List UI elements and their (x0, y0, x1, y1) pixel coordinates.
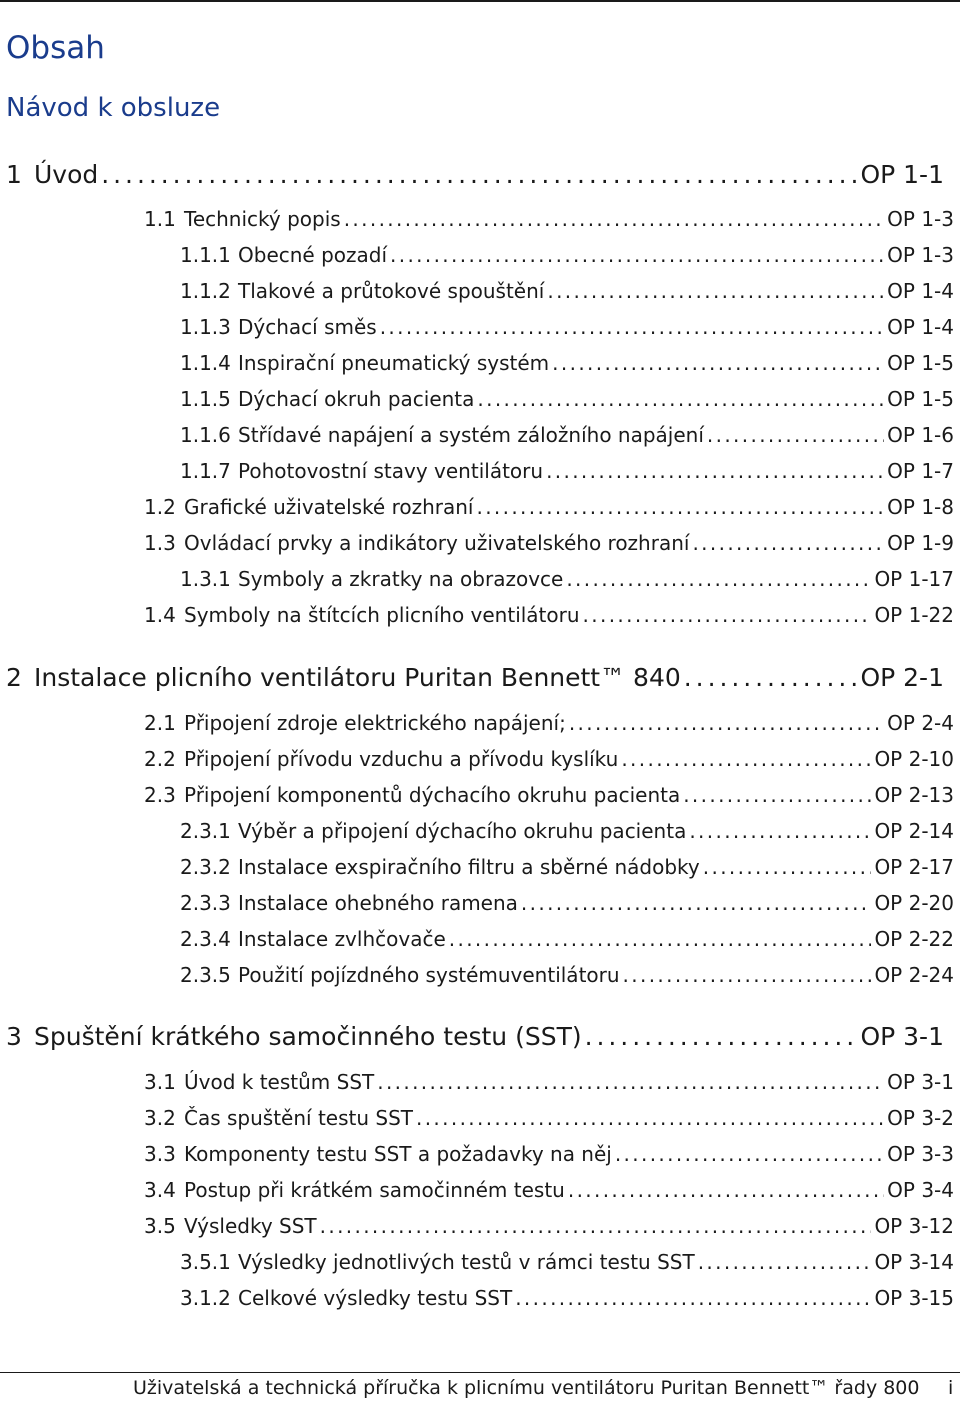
toc-page: OP 2-14 (874, 819, 954, 843)
toc-title: Ovládací prvky a indikátory uživatelského rozhraní (184, 531, 690, 555)
toc-number: 3 (6, 1022, 22, 1051)
toc-title: Instalace ohebného ramena (238, 891, 518, 915)
toc-chapter-2[interactable] (6, 663, 944, 699)
dot-leader (515, 1286, 871, 1310)
toc-number: 3.3 (144, 1142, 176, 1166)
top-rule (0, 0, 960, 2)
toc-title: Obecné pozadí (238, 243, 388, 267)
toc-page: OP 2-20 (874, 891, 954, 915)
toc-page: OP 2-24 (874, 963, 954, 987)
toc-number: 3.5 (144, 1214, 176, 1238)
toc-entry[interactable] (144, 1178, 954, 1210)
toc-page: OP 1-7 (887, 459, 954, 483)
page-number: i (948, 1377, 954, 1399)
dot-leader (390, 243, 884, 267)
dot-leader (583, 603, 872, 627)
toc-chapter-1[interactable] (6, 160, 944, 196)
toc-page: OP 3-4 (887, 1178, 954, 1202)
toc-number: 2.3.3 (180, 891, 231, 915)
toc-entry[interactable] (180, 387, 954, 419)
toc-page: OP 1-4 (887, 279, 954, 303)
toc-number: 2.3.4 (180, 927, 231, 951)
toc-page: OP 3-3 (887, 1142, 954, 1166)
toc-title: Výsledky jednotlivých testů v rámci testu SST (238, 1250, 695, 1274)
toc-page: OP 1-9 (887, 531, 954, 555)
dot-leader (101, 160, 857, 189)
toc-page: OP 2-1 (860, 663, 944, 692)
footer-text: Uživatelská a technická příručka k plicnímu ventilátoru Puritan Bennett™ řady 800 (133, 1377, 920, 1399)
dot-leader (477, 387, 884, 411)
toc-page: OP 1-1 (860, 160, 944, 189)
toc-number: 2.1 (144, 711, 176, 735)
toc-page: OP 1-6 (887, 423, 954, 447)
toc-title: Grafické uživatelské rozhraní (184, 495, 474, 519)
toc-entry[interactable] (144, 531, 954, 563)
toc-chapter-3[interactable] (6, 1022, 944, 1058)
toc-entry[interactable] (180, 819, 954, 851)
footer-rule (0, 1372, 960, 1373)
toc-page: OP 1-3 (887, 207, 954, 231)
dot-leader (689, 819, 871, 843)
toc-title: Připojení komponentů dýchacího okruhu pacienta (184, 783, 681, 807)
toc-number: 3.2 (144, 1106, 176, 1130)
dot-leader (621, 747, 871, 771)
toc-number: 3.1 (144, 1070, 176, 1094)
toc-title: Symboly a zkratky na obrazovce (238, 567, 564, 591)
toc-number: 3.4 (144, 1178, 176, 1202)
dot-leader (449, 927, 872, 951)
toc-number: 1.1.7 (180, 459, 231, 483)
toc-entry[interactable] (180, 459, 954, 491)
toc-number: 1.1.5 (180, 387, 231, 411)
toc-number: 1.3 (144, 531, 176, 555)
toc-page: OP 2-13 (874, 783, 954, 807)
toc-number: 1 (6, 160, 22, 189)
dot-leader (320, 1214, 872, 1238)
toc-entry[interactable] (180, 1250, 954, 1282)
toc-title: Úvod (34, 160, 99, 189)
toc-page: OP 3-15 (874, 1286, 954, 1310)
toc-entry[interactable] (144, 1214, 954, 1246)
toc-entry[interactable] (144, 747, 954, 779)
toc-number: 1.4 (144, 603, 176, 627)
toc-page: OP 2-17 (874, 855, 954, 879)
toc-title: Celkové výsledky testu SST (238, 1286, 513, 1310)
toc-number: 2.3.1 (180, 819, 231, 843)
page-title: Obsah (6, 30, 105, 66)
dot-leader (476, 495, 884, 519)
toc-title: Dýchací okruh pacienta (238, 387, 475, 411)
toc-entry[interactable] (180, 279, 954, 311)
toc-page: OP 1-5 (887, 387, 954, 411)
toc-entry[interactable] (180, 315, 954, 347)
toc-number: 1.1.2 (180, 279, 231, 303)
toc-title: Instalace zvlhčovače (238, 927, 446, 951)
toc-title: Použití pojízdného systémuventilátoru (238, 963, 620, 987)
toc-title: Připojení přívodu vzduchu a přívodu kyslíku (184, 747, 619, 771)
toc-page: OP 1-3 (887, 243, 954, 267)
toc-page: OP 3-1 (860, 1022, 944, 1051)
toc-title: Symboly na štítcích plicního ventilátoru (184, 603, 580, 627)
toc-entry[interactable] (144, 603, 954, 635)
toc-title: Pohotovostní stavy ventilátoru (238, 459, 544, 483)
dot-leader (585, 1022, 858, 1051)
toc-number: 1.1.3 (180, 315, 231, 339)
dot-leader (703, 855, 872, 879)
dot-leader (707, 423, 884, 447)
toc-entry[interactable] (144, 1070, 954, 1102)
toc-title: Střídavé napájení a systém záložního napájení (238, 423, 704, 447)
toc-number: 2.3 (144, 783, 176, 807)
toc-title: Tlakové a průtokové spouštění (238, 279, 545, 303)
dot-leader (569, 711, 884, 735)
toc-entry[interactable] (144, 711, 954, 743)
dot-leader (344, 207, 884, 231)
toc-number: 2.3.5 (180, 963, 231, 987)
toc-number: 1.1.1 (180, 243, 231, 267)
dot-leader (521, 891, 872, 915)
dot-leader (552, 351, 884, 375)
toc-title: Připojení zdroje elektrického napájení; (184, 711, 566, 735)
toc-title: Dýchací směs (238, 315, 377, 339)
toc-number: 2 (6, 663, 22, 692)
toc-page: OP 1-4 (887, 315, 954, 339)
toc-entry[interactable] (180, 567, 954, 599)
dot-leader (547, 279, 884, 303)
toc-entry[interactable] (180, 927, 954, 959)
dot-leader (683, 783, 871, 807)
toc-entry[interactable] (180, 1286, 954, 1318)
toc-entry[interactable] (180, 243, 954, 275)
dot-leader (684, 663, 858, 692)
dot-leader (377, 1070, 884, 1094)
toc-title: Čas spuštění testu SST (184, 1106, 413, 1130)
dot-leader (416, 1106, 884, 1130)
toc-title: Technický popis (184, 207, 341, 231)
toc-entry[interactable] (180, 855, 954, 887)
toc-page: OP 1-5 (887, 351, 954, 375)
toc-title: Výsledky SST (184, 1214, 317, 1238)
toc-number: 1.1.6 (180, 423, 231, 447)
toc-page: OP 2-22 (874, 927, 954, 951)
dot-leader (568, 1178, 884, 1202)
dot-leader (692, 531, 884, 555)
toc-title: Spuštění krátkého samočinného testu (SST) (34, 1022, 582, 1051)
toc-page: OP 3-12 (874, 1214, 954, 1238)
toc-entry[interactable] (144, 1106, 954, 1138)
toc-number: 1.1.4 (180, 351, 231, 375)
toc-entry[interactable] (144, 783, 954, 815)
toc-entry[interactable] (144, 1142, 954, 1174)
toc-page: OP 3-2 (887, 1106, 954, 1130)
toc-entry[interactable] (180, 891, 954, 923)
toc-number: 1.3.1 (180, 567, 231, 591)
toc-number: 2.2 (144, 747, 176, 771)
toc-number: 3.5.1 (180, 1250, 231, 1274)
toc-page: OP 2-4 (887, 711, 954, 735)
toc-title: Instalace exspiračního filtru a sběrné nádobky (238, 855, 700, 879)
toc-title: Inspirační pneumatický systém (238, 351, 550, 375)
toc-page: OP 2-10 (874, 747, 954, 771)
toc-page: OP 3-1 (887, 1070, 954, 1094)
section-title: Návod k obsluze (6, 93, 221, 123)
toc-title: Postup při krátkém samočinném testu (184, 1178, 565, 1202)
toc-number: 1.2 (144, 495, 176, 519)
toc-entry[interactable] (144, 207, 954, 239)
toc-title: Výběr a připojení dýchacího okruhu pacienta (238, 819, 687, 843)
toc-page: OP 1-8 (887, 495, 954, 519)
dot-leader (566, 567, 871, 591)
toc-title: Instalace plicního ventilátoru Puritan Bennett™ 840 (34, 663, 681, 692)
toc-number: 3.1.2 (180, 1286, 231, 1310)
toc-entry[interactable] (144, 495, 954, 527)
toc-title: Úvod k testům SST (184, 1070, 375, 1094)
dot-leader (698, 1250, 872, 1274)
toc-page: OP 1-17 (874, 567, 954, 591)
toc-entry[interactable] (180, 963, 954, 995)
toc-entry[interactable] (180, 423, 954, 455)
dot-leader (546, 459, 884, 483)
dot-leader (623, 963, 872, 987)
toc-number: 1.1 (144, 207, 176, 231)
toc-entry[interactable] (180, 351, 954, 383)
toc-page: OP 3-14 (874, 1250, 954, 1274)
toc-title: Komponenty testu SST a požadavky na něj (184, 1142, 612, 1166)
dot-leader (615, 1142, 884, 1166)
dot-leader (380, 315, 884, 339)
toc-page: OP 1-22 (874, 603, 954, 627)
toc-number: 2.3.2 (180, 855, 231, 879)
